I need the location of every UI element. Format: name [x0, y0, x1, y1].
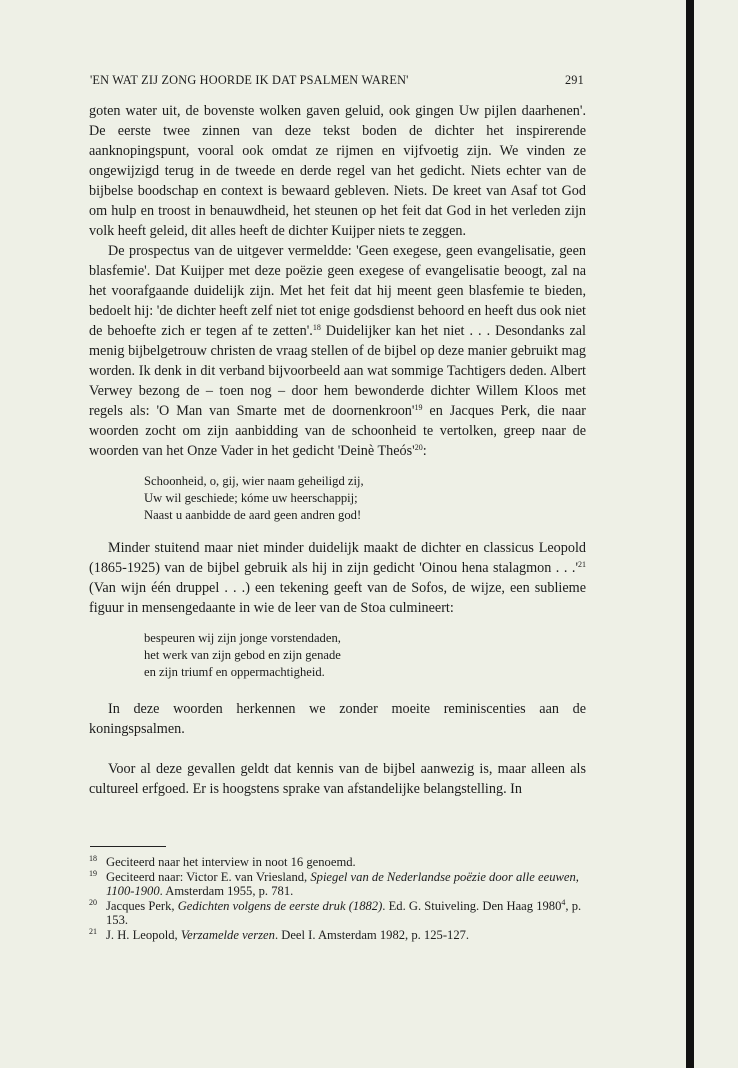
quote-line: bespeuren wij zijn jonge vorstendaden, [144, 631, 341, 645]
quote-line: het werk van zijn gebod en zijn genade [144, 648, 341, 662]
paragraph-2-part-2: Duidelijker kan het niet . . . Desondanks zal menig bijbelgetrouw christen de vraag stellen of de bijbel op deze manier gebruikt mag worden. Ik denk in dit verband bijvoorbeeld aan wat sommige Tachtigers deden. Albert Verwey bezong de – toen nog – door hem bewonderde dichter Willem Kloos met regels als: 'O Man van Smarte met de doornenkroon' [89, 323, 587, 419]
quote-line: Naast u aanbidde de aard geen andren god! [144, 508, 362, 522]
section-gap [89, 739, 586, 759]
footnote-21 [89, 928, 586, 943]
footnote-number: 20 [89, 897, 97, 907]
running-title: 'EN WAT ZIJ ZONG HOORDE IK DAT PSALMEN WAREN' [90, 73, 409, 87]
footnote-number: 19 [89, 868, 97, 878]
paragraph-2-part-1: De prospectus van de uitgever vermeldde: 'Geen exegese, geen evangelisatie, geen blasfemie'. Dat Kuijper met deze poëzie geen exegese of evangelisatie beoogt, zal na het voorafgaande duidelijk zijn. Met het feit dat hij meent geen blasfemie te bieden, bedoelt hij: 'de dichter heeft zelf niet tot enige godsdienst behoord en heeft dus ook niet de behoefte zich er tegen af te zetten'. [89, 243, 586, 339]
footnote-19 [89, 870, 586, 899]
footnote-ref-18[interactable]: 18 [312, 323, 321, 332]
quote-line: en zijn triumf en oppermachtigheid. [144, 665, 325, 679]
body-text [89, 101, 586, 799]
page-number: 291 [564, 73, 584, 87]
footnote-book-title: Verzamelde verzen [180, 927, 275, 942]
footnote-divider [90, 846, 166, 847]
quote-line: Uw wil geschiede; kóme uw heerschappij; [144, 491, 358, 505]
paragraph-1: goten water uit, de bovenste wolken gaven geluid, ook gingen Uw pijlen daarhenen'. De eerste twee zinnen van deze tekst boden de dichter het inspirerende aanknopingspunt, vooral ook omdat ze rijmen en vijfvoetig zijn. We vinden ze ongewijzigd terug in de tweede en derde regel van het gedicht. Niets echter van de bijbelse boodschap en context is bewaard gebleven. Niets. De kreet van Asaf tot God om hulp en troost in benauwdheid, het steunen op het feit dat God in het verleden zijn volk heeft geleid, dit alles heeft de dichter Kuijper niets te zeggen. [89, 103, 586, 239]
footnote-text: J. H. Leopold, [106, 927, 181, 942]
footnote-20 [89, 899, 586, 928]
paragraph-2-part-3: en Jacques Perk, die naar woorden zocht om zijn aanbidding van de schoonheid te vertolken, greep naar de woorden van het Onze Vader in het gedicht 'Deinè Theós' [89, 403, 586, 459]
footnote-book-title: Spiegel van de Nederlandse poëzie door alle eeuwen, 1100-1900 [106, 869, 579, 898]
block-quote-leopold [89, 630, 586, 681]
paragraph-5: Voor al deze gevallen geldt dat kennis van de bijbel aanwezig is, maar alleen als cultureel erfgoed. Er is hoogstens sprake van afstandelijke belangstelling. In [89, 761, 586, 797]
edition-superscript: 4 [561, 897, 566, 907]
quote-line: Schoonheid, o, gij, wier naam geheiligd zij, [144, 474, 364, 488]
footnotes [89, 855, 586, 942]
footnote-number: 18 [89, 854, 97, 863]
paragraph-4: In deze woorden herkennen we zonder moeite reminiscenties aan de koningspsalmen. [89, 701, 586, 737]
footnote-ref-19[interactable]: 19 [414, 403, 423, 412]
paragraph-3 [89, 538, 586, 618]
footnote-text: Jacques Perk, [106, 898, 178, 913]
footnote-text: , p. 153. [106, 898, 582, 927]
footnote-text: . Ed. G. Stuiveling. Den Haag 1980 [382, 898, 562, 913]
footnote-text: . Amsterdam 1955, p. 781. [159, 884, 294, 898]
footnote-ref-21[interactable]: 21 [578, 560, 586, 569]
footnote-text: Geciteerd naar het interview in noot 16 genoemd. [106, 855, 356, 869]
paragraph-3-part-2: (Van wijn één druppel . . .) een tekening geeft van de Sofos, de wijze, een sublieme figuur in mensengedaante in wie de leer van de Stoa culmineert: [89, 580, 586, 616]
block-quote-perk [89, 473, 586, 524]
paragraph-2-end: : [422, 443, 427, 459]
paragraph-3-part-1: Minder stuitend maar niet minder duidelijk maakt de dichter en classicus Leopold (1865-1925) van de bijbel gebruik als hij in zijn gedicht 'Oinou hena stalagmon . . .' [89, 540, 586, 576]
footnote-text: . Deel I. Amsterdam 1982, p. 125-127. [274, 927, 470, 942]
footnote-number: 21 [89, 926, 97, 936]
paragraph-2 [89, 241, 586, 461]
footnote-18 [89, 855, 586, 870]
footnote-ref-20[interactable]: 20 [414, 443, 423, 452]
footnote-text: Geciteerd naar: Victor E. van Vriesland, [106, 869, 311, 884]
footnote-book-title: Gedichten volgens de eerste druk (1882) [177, 898, 383, 913]
